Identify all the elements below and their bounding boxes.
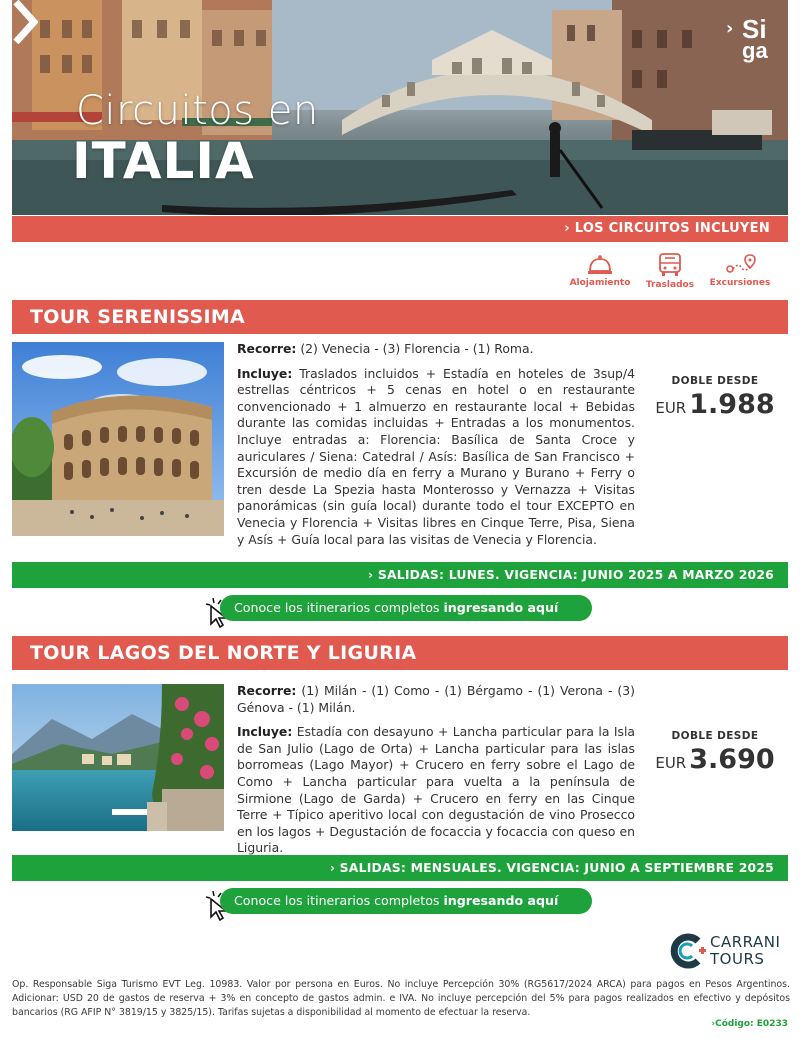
includes-label: Incluye: <box>237 724 293 740</box>
includes-bar: › LOS CIRCUITOS INCLUYEN <box>12 216 788 242</box>
tour-description <box>237 341 635 556</box>
chevron-right-icon: › <box>726 18 734 39</box>
include-item-accommodation <box>565 252 635 288</box>
tour-includes <box>237 724 635 857</box>
include-item-label: Alojamiento <box>569 278 631 288</box>
price-currency: EUR <box>655 754 687 772</box>
include-item-label: Traslados <box>645 280 695 290</box>
hero-banner <box>12 0 788 215</box>
cta-link-text[interactable]: ingresando aquí <box>443 893 559 908</box>
carrani-brand-name <box>710 934 780 968</box>
siga-logo <box>722 12 780 72</box>
tour-title: TOUR LAGOS DEL NORTE Y LIGURIA <box>12 636 788 670</box>
siga-logo-top: Si <box>742 14 767 44</box>
includes-label: Incluye: <box>237 365 293 381</box>
cta-text: Conoce los itinerarios completos <box>234 893 444 908</box>
itinerary-link-button[interactable] <box>220 595 592 621</box>
route-label: Recorre: <box>237 683 297 698</box>
price-amount: 1.988 <box>689 389 775 420</box>
tour-route <box>237 341 635 358</box>
cta-link-text[interactable]: ingresando aquí <box>443 600 559 615</box>
price-currency: EUR <box>655 399 687 417</box>
hotel-bell-icon <box>586 252 614 276</box>
price-box <box>645 375 785 420</box>
carrani-line2: TOURS <box>710 950 765 968</box>
price-label: DOBLE DESDE <box>671 730 759 742</box>
bus-icon <box>656 252 684 278</box>
include-item-label: Excursiones <box>709 278 771 288</box>
route-text: (1) Milán - (1) Como - (1) Bérgamo - (1) Verona - (3) Génova - (1) Milán. <box>237 683 635 715</box>
price-value <box>645 389 785 420</box>
carrani-line1: CARRANI <box>710 933 781 951</box>
include-item-transfers <box>635 252 705 290</box>
includes-icons <box>560 252 790 292</box>
tour-includes <box>237 366 635 549</box>
includes-text: Traslados incluidos + Estadía en hoteles de 3sup/4 estrellas céntricos + 5 cenas en hotel o en restaurante convencionado + 1 almuerzo en restaurante local + Bebidas durante las comidas incluidas + Entradas a los monumentos. Incluye entradas a: Florencia: Basílica de Santa Croce y auriculares / Siena: Catedral / Asís: Basílica de San Francisco + Excursión de medio día en ferry a Murano y Burano + Ferry o tren desde La Spezia hasta Monterosso y Vernazza + Visitas panorámicas (sin guía local) durante todo el tour EXCEPTO en Venecia y Florencia + Visitas libres en Cinque Terre, Pisa, Siena y Asís + Guía local para las visitas de Venecia y Florencia. <box>237 365 635 547</box>
carrani-logo-icon <box>668 932 706 970</box>
price-box <box>645 730 785 775</box>
offer-code: ›Código: E0233 <box>711 1019 788 1029</box>
tour-description <box>237 683 635 865</box>
carrani-tours-logo <box>668 932 790 970</box>
itinerary-link-button[interactable] <box>220 888 592 914</box>
legal-disclaimer: Op. Responsable Siga Turismo EVT Leg. 10983. Valor por persona en Euros. No incluye Percepción 30% (RG5617/2024 ARCA) para pagos en Pesos Argentinos. Adicionar: USD 20 de gastos de reserva + 3% en concepto de gastos admin. e IVA. No incluye percepción del 5% para pagos realizados en efectivo y depósitos bancarios (RG AFIP N° 3819/15 y 3825/15). Tarifas sujetas a disponibilidad al momento de efectuar la reserva. <box>12 979 790 1018</box>
departures-bar: › SALIDAS: MENSUALES. VIGENCIA: JUNIO A SEPTIEMBRE 2025 <box>12 855 788 881</box>
price-amount: 3.690 <box>689 744 775 775</box>
hero-title-line1: Circuitos en <box>76 88 319 134</box>
cta-text: Conoce los itinerarios completos <box>234 600 444 615</box>
siga-logo-bottom: ga <box>742 38 768 63</box>
chevron-right-icon <box>12 0 38 44</box>
tour-title: TOUR SERENISSIMA <box>12 300 788 334</box>
lake-como-photo <box>12 684 224 831</box>
price-label: DOBLE DESDE <box>671 375 759 387</box>
route-text: (2) Venecia - (3) Florencia - (1) Roma. <box>300 341 534 356</box>
route-label: Recorre: <box>237 341 297 356</box>
price-value <box>645 744 785 775</box>
colosseum-photo <box>12 342 224 536</box>
hero-title-line2: ITALIA <box>72 132 255 190</box>
includes-text: Estadía con desayuno + Lancha particular para la Isla de San Julio (Lago de Orta) + Lancha particular para las islas borromeas (Lago Mayor) + Crucero en ferry sobre el Lago de Como + Lancha particular para vuelta a la península de Sirmione (Lago de Garda) + Crucero en ferry en las Cinque Terre + Típico aperitivo local con degustación de vino Prosecco en los lagos + Degustación de focaccia y focaccia con queso en Liguria. <box>237 724 635 856</box>
include-item-excursions <box>705 252 775 288</box>
route-pin-icon <box>724 252 756 276</box>
tour-image-colosseum <box>12 342 224 536</box>
tour-route <box>237 683 635 716</box>
departures-bar: › SALIDAS: LUNES. VIGENCIA: JUNIO 2025 A MARZO 2026 <box>12 562 788 588</box>
tour-image-lake <box>12 684 224 831</box>
